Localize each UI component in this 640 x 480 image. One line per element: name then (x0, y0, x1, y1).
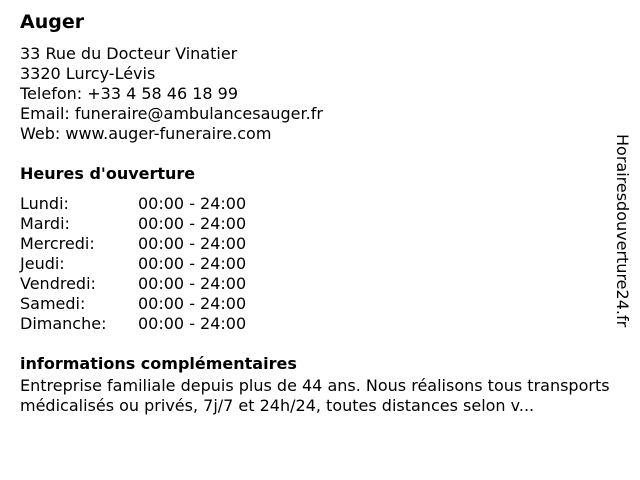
time-range: 00:00 - 24:00 (138, 254, 247, 273)
time-range: 00:00 - 24:00 (138, 194, 247, 213)
day-label: Samedi: (20, 294, 86, 313)
hours-row-sunday (20, 314, 246, 334)
info-heading: informations complémentaires (20, 354, 297, 373)
time-range: 00:00 - 24:00 (138, 294, 247, 313)
hours-row-wednesday (20, 234, 246, 254)
time-range: 00:00 - 24:00 (138, 314, 247, 333)
hours-row-tuesday (20, 214, 246, 234)
email-address: Email: funeraire@ambulancesauger.fr (20, 104, 323, 123)
day-label: Mercredi: (20, 234, 95, 253)
day-label: Mardi: (20, 214, 70, 233)
hours-row-friday (20, 274, 246, 294)
business-name: Auger (20, 11, 85, 33)
opening-hours-table (20, 194, 246, 334)
hours-row-saturday (20, 294, 246, 314)
day-label: Lundi: (20, 194, 69, 213)
time-range: 00:00 - 24:00 (138, 214, 247, 233)
time-range: 00:00 - 24:00 (138, 234, 247, 253)
address-street: 33 Rue du Docteur Vinatier (20, 44, 238, 63)
phone-number: Telefon: +33 4 58 46 18 99 (20, 84, 239, 103)
info-description: Entreprise familiale depuis plus de 44 ans. Nous réalisons tous transports médicalisés ou privés, 7j/7 et 24h/24, toutes distances selon v... (20, 376, 610, 415)
hours-heading: Heures d'ouverture (20, 164, 196, 183)
contact-block (20, 44, 323, 144)
website: Web: www.auger-funeraire.com (20, 124, 272, 143)
hours-row-thursday (20, 254, 246, 274)
day-label: Vendredi: (20, 274, 96, 293)
hours-row-monday (20, 194, 246, 214)
time-range: 00:00 - 24:00 (138, 274, 247, 293)
brand-watermark: Horairesdouverture24.fr (613, 134, 632, 328)
day-label: Jeudi: (20, 254, 65, 273)
address-city: 3320 Lurcy-Lévis (20, 64, 156, 83)
day-label: Dimanche: (20, 314, 107, 333)
